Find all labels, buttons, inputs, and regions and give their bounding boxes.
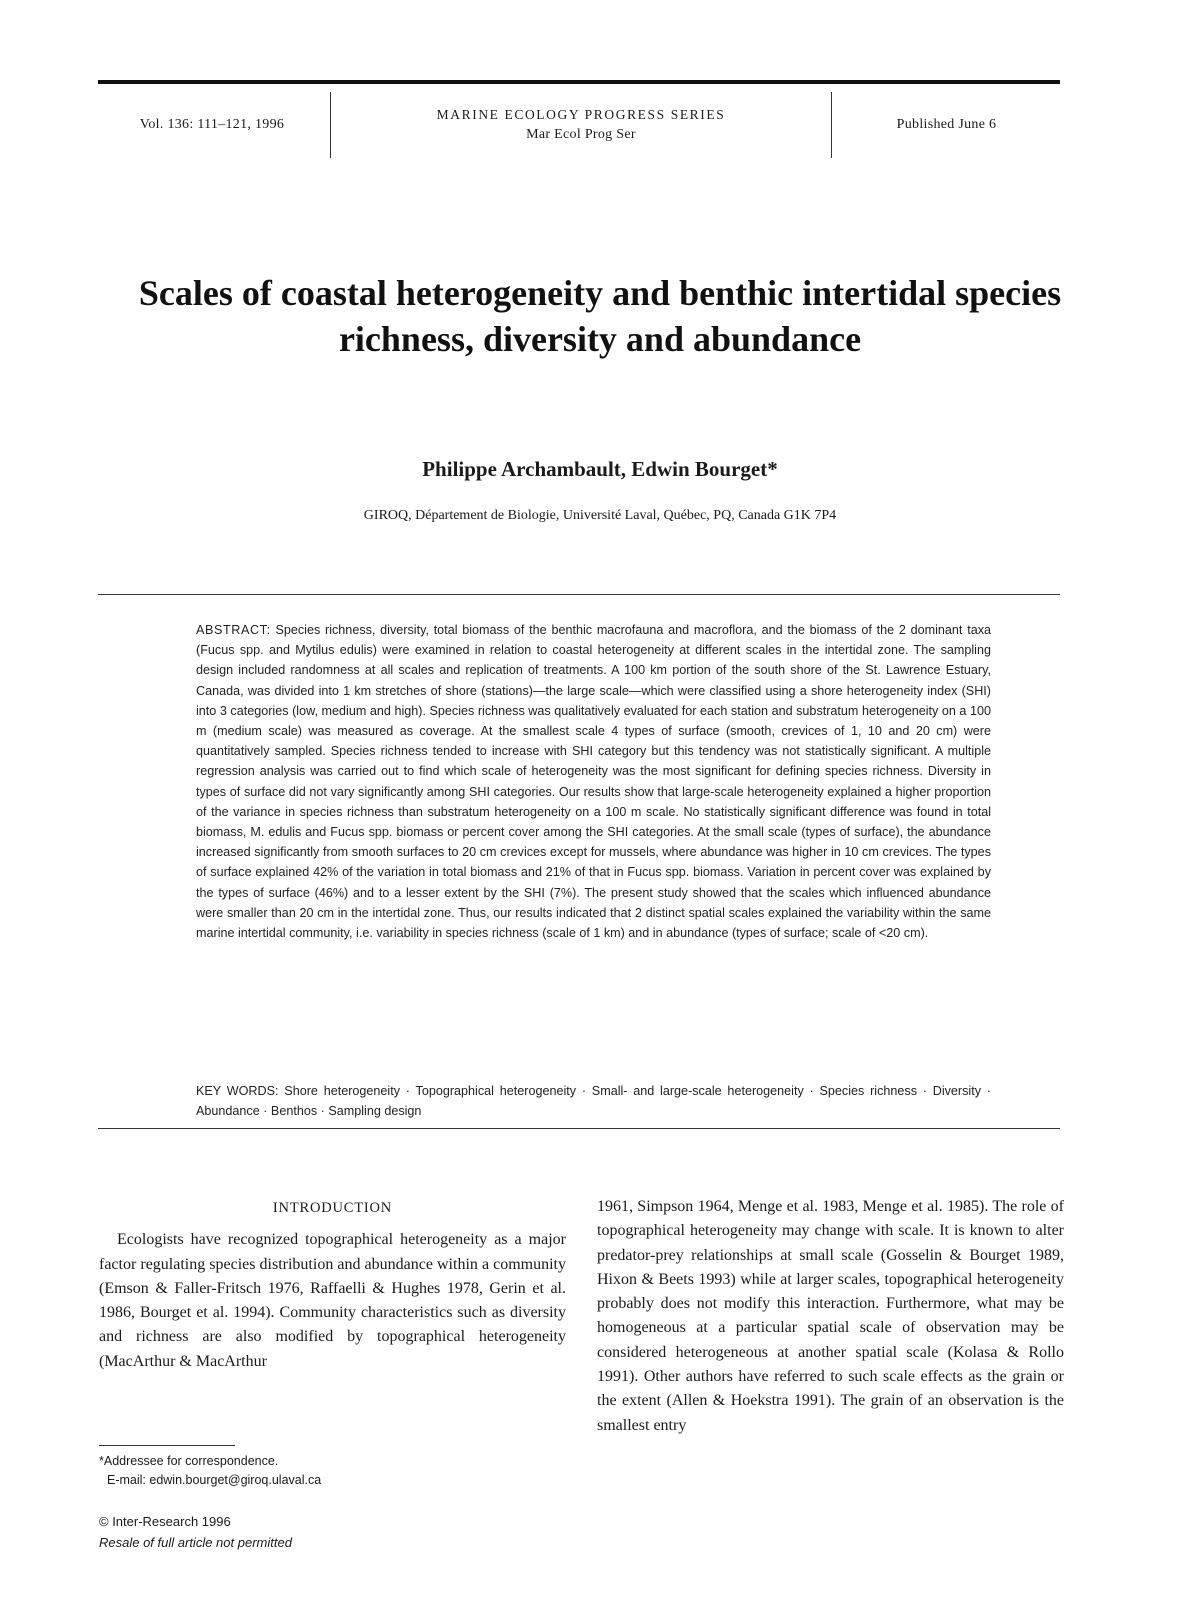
right-column (597, 1195, 1064, 1438)
introduction-heading: INTRODUCTION (272, 1200, 393, 1216)
journal-name-block (330, 92, 832, 158)
copyright-notice: © Inter-Research 1996 (99, 1514, 231, 1529)
copyright-block (99, 1511, 566, 1553)
abstract-top-rule (98, 594, 1060, 595)
footnote (99, 1452, 566, 1490)
abstract (196, 620, 991, 943)
journal-abbreviation: Mar Ecol Prog Ser (526, 127, 636, 142)
footnote-rule (99, 1445, 235, 1446)
correspondence-note: *Addressee for correspondence. (99, 1454, 279, 1468)
keywords-text: Shore heterogeneity · Topographical heterogeneity · Small- and large-scale heterogeneity · Species richness · Diversity · Abundance · Benthos · Sampling design (196, 1084, 991, 1119)
journal-header (98, 80, 1060, 160)
journal-name: MARINE ECOLOGY PROGRESS SERIES (436, 107, 726, 122)
keywords-label: KEY WORDS: (196, 1084, 279, 1098)
introduction-continuation: 1961, Simpson 1964, Menge et al. 1983, Menge et al. 1985). The role of topographical heterogeneity may change with scale. It is known to alter predator-prey relationships at small scale (Gosselin & Bourget 1989, Hixon & Beets 1993) while at larger scales, topographical heterogeneity probably does not modify this interaction. Furthermore, what may be homogeneous at a particular spatial scale of observation may be considered heterogeneous at another spatial scale (Kolasa & Rollo 1991). Other authors have referred to such scale effects as the grain or the extent (Allen & Hoekstra 1991). The grain of an observation is the smallest entry (597, 1198, 1064, 1434)
affiliation: GIROQ, Département de Biologie, Université Laval, Québec, PQ, Canada G1K 7P4 (363, 508, 837, 523)
authors: Philippe Archambault, Edwin Bourget* (422, 457, 778, 481)
abstract-label: ABSTRACT: (196, 623, 271, 637)
volume-info: Vol. 136: 111–121, 1996 (139, 117, 285, 132)
left-column (99, 1196, 566, 1374)
keywords (196, 1081, 991, 1121)
abstract-text: Species richness, diversity, total biomass of the benthic macrofauna and macroflora, and the biomass of the 2 dominant taxa (Fucus spp. and Mytilus edulis) were examined in relation to coastal heterogeneity at different scales in the intertidal zone. The sampling design included randomness at all scales and replication of treatments. A 100 km portion of the south shore of the St. Lawrence Estuary, Canada, was divided into 1 km stretches of shore (stations)—the large scale—which were classified using a shore heterogeneity index (SHI) into 3 categories (low, medium and high). Species richness was qualitatively evaluated for each station and substratum heterogeneity on a 100 m (medium scale) was measured as coverage. At the smallest scale 4 types of surface (smooth, crevices of 1, 10 and 20 cm) were quantitatively sampled. Species richness tended to increase with SHI category but this tendency was not statistically significant. A multiple regression analysis was carried out to find which scale of heterogeneity was the most significant for defining species richness. Diversity in types of surface did not vary significantly among SHI categories. Our results show that large-scale heterogeneity explained a higher proportion of the variance in species richness than substratum heterogeneity on a 100 m scale. No statistically significant difference was found in total biomass, M. edulis and Fucus spp. biomass or percent cover among the SHI categories. At the small scale (types of surface), the abundance increased significantly from smooth surfaces to 20 cm crevices except for mussels, where abundance was higher in 10 cm crevices. The types of surface explained 42% of the variation in total biomass and 21% of that in Fucus spp. biomass. Variation in percent cover was explained by the types of surface (46%) and to a lesser extent by the SHI (7%). The present study showed that the scales which influenced abundance were smaller than 20 cm in the intertidal zone. Thus, our results indicated that 2 distinct spatial scales explained the variability within the same marine intertidal community, i.e. variability in species richness (scale of 1 km) and in abundance (types of surface; scale of <20 cm). (196, 623, 991, 941)
correspondence-email: E-mail: edwin.bourget@giroq.ulaval.ca (107, 1473, 322, 1487)
publication-date: Published June 6 (896, 117, 997, 132)
article-title: Scales of coastal heterogeneity and benthic intertidal species richness, diversity and abundance (138, 273, 1062, 359)
abstract-bottom-rule (98, 1128, 1060, 1129)
introduction-paragraph: Ecologists have recognized topographical heterogeneity as a major factor regulating species distribution and abundance within a community (Emson & Faller-Fritsch 1976, Raffaelli & Hughes 1978, Gerin et al. 1986, Bourget et al. 1994). Community characteristics such as diversity and richness are also modified by topographical heterogeneity (MacArthur & MacArthur (99, 1231, 566, 1370)
resale-notice: Resale of full article not permitted (99, 1535, 292, 1550)
